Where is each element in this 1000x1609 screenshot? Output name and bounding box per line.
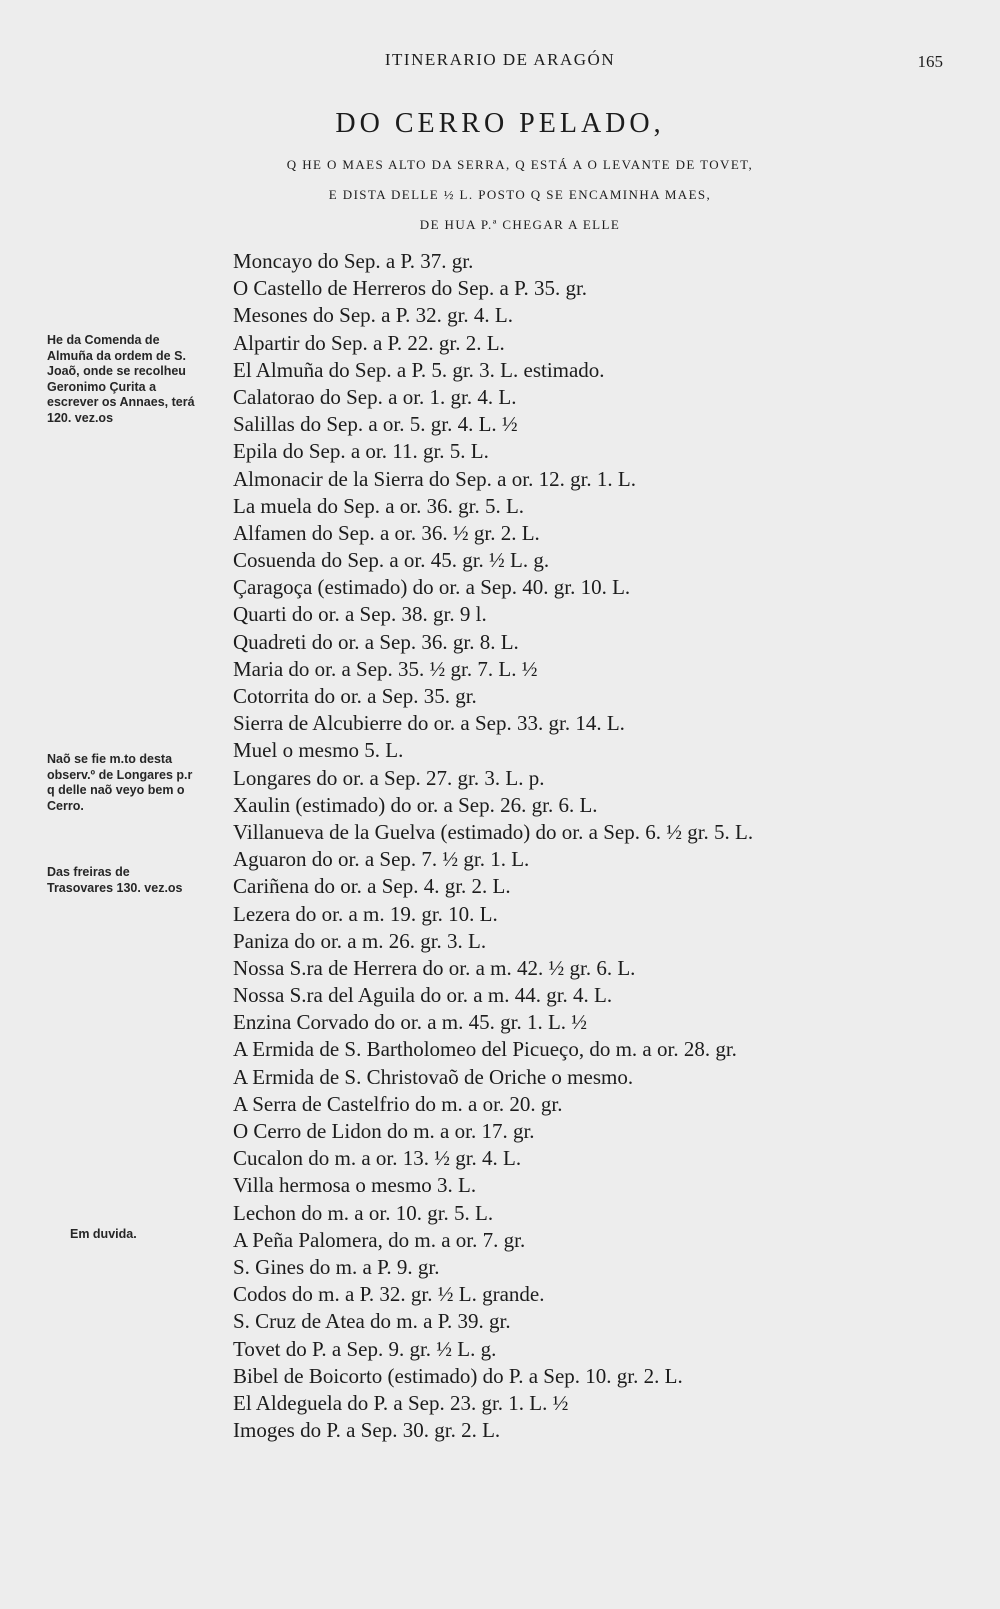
list-item: Nossa S.ra del Aguila do or. a m. 44. gr. 4. L. bbox=[233, 983, 613, 1008]
subtitle-line: Q HE O MAES ALTO DA SERRA, Q ESTÁ A O LEVANTE DE TOVET, bbox=[286, 157, 754, 172]
list-item: S. Cruz de Atea do m. a P. 39. gr. bbox=[233, 1309, 511, 1334]
list-item: Cotorrita do or. a Sep. 35. gr. bbox=[233, 684, 477, 708]
margin-note: Das freiras de Trasovares 130. vez.os bbox=[47, 865, 183, 895]
list-item: Almonacir de la Sierra do Sep. a or. 12. gr. 1. L. bbox=[233, 466, 636, 491]
subtitle-line: DE HUA P.ª CHEGAR A ELLE bbox=[419, 217, 621, 232]
list-item: Paniza do or. a m. 26. gr. 3. L. bbox=[233, 928, 487, 953]
list-item: Enzina Corvado do or. a m. 45. gr. 1. L. ½ bbox=[233, 1010, 588, 1035]
list-item: Longares do or. a Sep. 27. gr. 3. L. p. bbox=[233, 765, 545, 790]
list-item: Tovet do P. a Sep. 9. gr. ½ L. g. bbox=[233, 1336, 497, 1361]
list-item: O Cerro de Lidon do m. a or. 17. gr. bbox=[233, 1119, 535, 1143]
list-item: Aguaron do or. a Sep. 7. ½ gr. 1. L. bbox=[233, 847, 530, 872]
list-item: Alpartir do Sep. a P. 22. gr. 2. L. bbox=[233, 330, 505, 355]
page-number: 165 bbox=[917, 52, 943, 71]
list-item: S. Gines do m. a P. 9. gr. bbox=[233, 1254, 440, 1279]
list-item: A Peña Palomera, do m. a or. 7. gr. bbox=[233, 1227, 526, 1252]
list-item: El Almuña do Sep. a P. 5. gr. 3. L. estimado. bbox=[233, 357, 605, 382]
list-item: Maria do or. a Sep. 35. ½ gr. 7. L. ½ bbox=[233, 656, 538, 681]
list-item: La muela do Sep. a or. 36. gr. 5. L. bbox=[233, 493, 525, 518]
list-item: Çaragoça (estimado) do or. a Sep. 40. gr. 10. L. bbox=[233, 575, 631, 600]
section-title: DO CERRO PELADO, bbox=[335, 108, 665, 139]
list-item: Imoges do P. a Sep. 30. gr. 2. L. bbox=[233, 1418, 501, 1443]
list-item: Cosuenda do Sep. a or. 45. gr. ½ L. g. bbox=[233, 548, 550, 573]
list-item: Xaulin (estimado) do or. a Sep. 26. gr. 6. L. bbox=[233, 792, 598, 817]
list-item: O Castello de Herreros do Sep. a P. 35. gr. bbox=[233, 276, 588, 301]
list-item: Epila do Sep. a or. 11. gr. 5. L. bbox=[233, 439, 489, 464]
list-item: Lechon do m. a or. 10. gr. 5. L. bbox=[233, 1200, 494, 1225]
list-item: El Aldeguela do P. a Sep. 23. gr. 1. L. ½ bbox=[233, 1390, 569, 1415]
subtitle-line: E DISTA DELLE ½ L. POSTO Q SE ENCAMINHA MAES, bbox=[328, 187, 712, 202]
list-item: A Serra de Castelfrio do m. a or. 20. gr. bbox=[233, 1091, 563, 1116]
list-item: Alfamen do Sep. a or. 36. ½ gr. 2. L. bbox=[233, 520, 540, 545]
list-item: Cucalon do m. a or. 13. ½ gr. 4. L. bbox=[233, 1146, 522, 1171]
list-item: Bibel de Boicorto (estimado) do P. a Sep. 10. gr. 2. L. bbox=[233, 1363, 683, 1388]
list-item: A Ermida de S. Bartholomeo del Picueço, do m. a or. 28. gr. bbox=[233, 1037, 737, 1062]
list-item: Sierra de Alcubierre do or. a Sep. 33. gr. 14. L. bbox=[233, 711, 625, 736]
list-item: Calatorao do Sep. a or. 1. gr. 4. L. bbox=[233, 384, 517, 409]
list-item: A Ermida de S. Christovaõ de Oriche o mesmo. bbox=[233, 1064, 634, 1089]
list-item: Villanueva de la Guelva (estimado) do or. a Sep. 6. ½ gr. 5. L. bbox=[233, 819, 754, 844]
margin-note: Naõ se fie m.to desta observ.º de Longares p.r q delle naõ veyo bem o Cerro. bbox=[47, 752, 193, 813]
list-item: Codos do m. a P. 32. gr. ½ L. grande. bbox=[233, 1282, 545, 1307]
list-item: Moncayo do Sep. a P. 37. gr. bbox=[233, 249, 474, 273]
list-item: Cariñena do or. a Sep. 4. gr. 2. L. bbox=[233, 874, 511, 899]
list-item: Nossa S.ra de Herrera do or. a m. 42. ½ gr. 6. L. bbox=[233, 955, 636, 980]
section-subtitle bbox=[200, 150, 840, 240]
list-item: Salillas do Sep. a or. 5. gr. 4. L. ½ bbox=[233, 412, 518, 437]
list-item: Quadreti do or. a Sep. 36. gr. 8. L. bbox=[233, 629, 519, 654]
observation-list bbox=[233, 248, 933, 1444]
margin-note: Em duvida. bbox=[70, 1227, 137, 1241]
running-title: ITINERARIO DE ARAGÓN bbox=[384, 50, 616, 69]
list-item: Villa hermosa o mesmo 3. L. bbox=[233, 1173, 477, 1198]
margin-note: He da Comenda de Almuña da ordem de S. Joaõ, onde se recolheu Geronimo Çurita a escrever os Annaes, terá 120. vez.os bbox=[47, 333, 195, 425]
list-item: Lezera do or. a m. 19. gr. 10. L. bbox=[233, 901, 498, 926]
list-item: Mesones do Sep. a P. 32. gr. 4. L. bbox=[233, 303, 513, 328]
list-item: Muel o mesmo 5. L. bbox=[233, 738, 404, 763]
list-item: Quarti do or. a Sep. 38. gr. 9 l. bbox=[233, 602, 487, 627]
